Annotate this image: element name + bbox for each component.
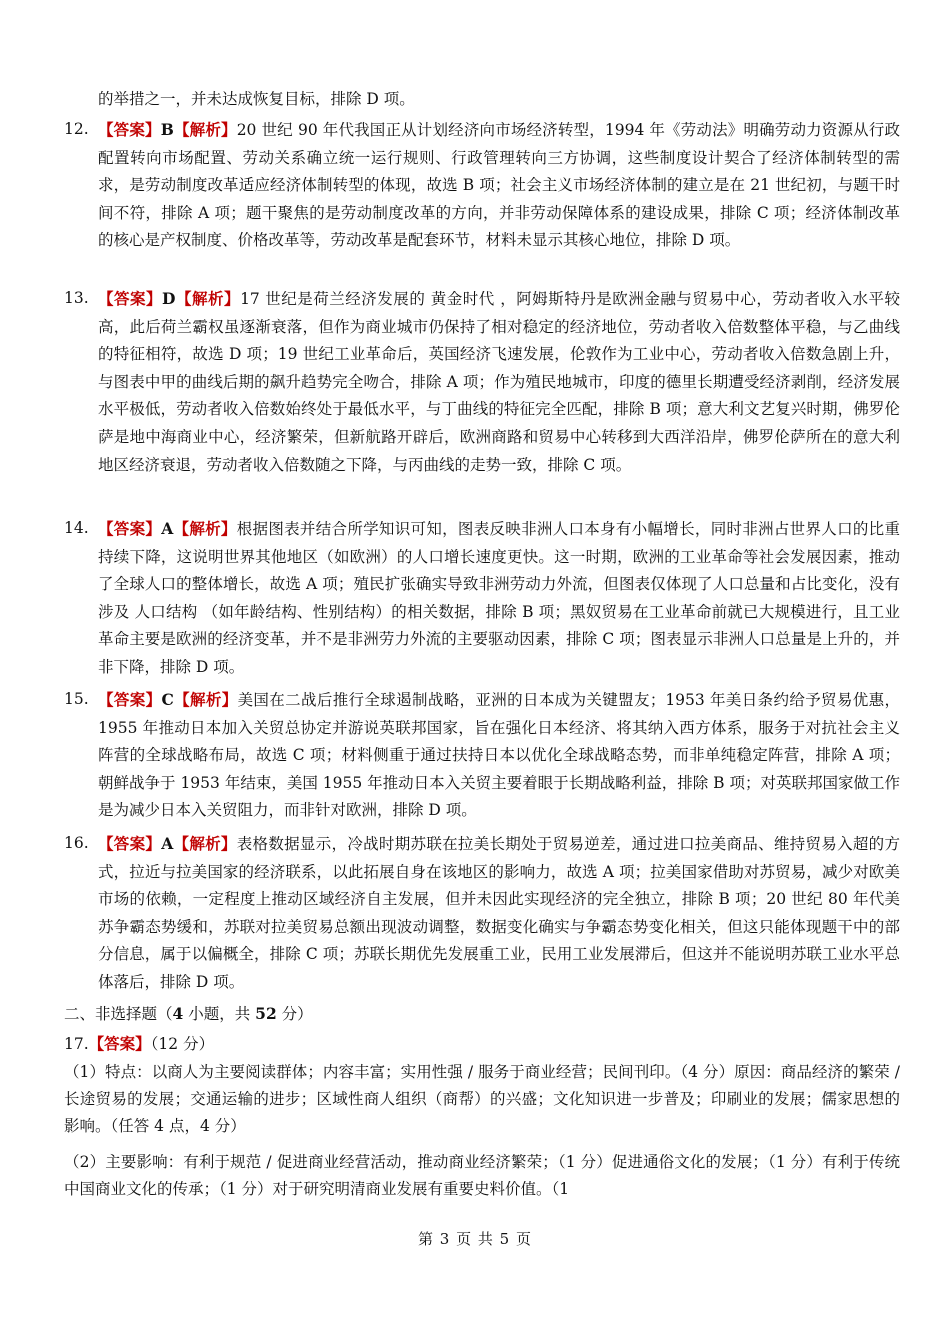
q17-number: 17. [64, 1035, 89, 1053]
analysis-tag: 【解析】 [173, 834, 237, 853]
answer-letter: B [160, 120, 174, 139]
page-number: 第 3 页 共 5 页 [418, 1230, 532, 1248]
answer-tag: 【答案】 [88, 1034, 151, 1053]
analysis-text: 表格数据显示，冷战时期苏联在拉美长期处于贸易逆差，通过进口拉美商品、维持贸易入超的方式，拉近与拉美国家的经济联系，以此拓展自身在该地区的影响力，故选 A 项；拉美国家借助对苏贸易，减少对欧美市场的依赖，一定程度上推动区域经济自主发展，但并未因此实现经济的完全独立，排除 B 项；20 世纪 80 年代美苏争霸态势缓和，苏联对拉美贸易总额出现波动调整，数据变化确实与争霸态势变化相关，但这只能体现题干中的部分信息，属于以偏概全，排除 C 项；苏联长期优先发展重工业，民用工业发展滞后，但这并不能说明苏联工业水平总体落后，排除 D 项。 [98, 835, 900, 991]
section-mid: 小题，共 [183, 1005, 256, 1023]
analysis-text: 17 世纪是荷兰经济发展的 黄金时代 ，阿姆斯特丹是欧洲金融与贸易中心，劳动者收入水平较高，此后荷兰霸权虽逐渐衰落，但作为商业城市仍保持了相对稳定的经济地位，劳动者收入倍数整体平稳，与乙曲线的特征相符，故选 D 项；19 世纪工业革命后，英国经济飞速发展，伦敦作为工业中心，劳动者收入倍数急剧上升，与图表中甲的曲线后期的飙升趋势完全吻合，排除 A 项；作为殖民地城市，印度的德里长期遭受经济剥削，经济发展水平极低，劳动者收入倍数始终处于最低水平，与丁曲线的特征完全匹配，排除 B 项；意大利文艺复兴时期，佛罗伦萨是地中海商业中心，经济繁荣，但新航路开辟后，欧洲商路和贸易中心转移到大西洋沿岸，佛罗伦萨所在的意大利地区经济衰退，劳动者收入倍数随之下降，与丙曲线的走势一致，排除 C 项。 [98, 290, 900, 474]
answer-item-13 [64, 285, 900, 479]
carryover-text: 的举措之一，并未达成恢复目标，排除 D 项。 [98, 90, 415, 108]
item-number: 13. [64, 289, 89, 307]
answer-letter: C [161, 690, 174, 709]
section-heading [64, 1000, 900, 1028]
answer-tag: 【答案】 [98, 289, 163, 308]
q17-part2: （2）主要影响：有利于规范 / 促进商业经营活动，推动商业经济繁荣；（1 分）促进通俗文化的发展；（1 分）有利于传统中国商业文化的传承；（1 分）对于研究明清商业发展有重要史料价值。（1 [64, 1153, 900, 1198]
answer-tag: 【答案】 [98, 690, 162, 709]
section-count: 4 [172, 1004, 184, 1023]
item-number: 16. [64, 834, 89, 852]
section-suffix: 分） [276, 1005, 313, 1023]
item-number: 15. [64, 690, 89, 708]
item-number: 12. [64, 120, 89, 138]
q17-score: （12 分） [150, 1035, 215, 1053]
analysis-tag: 【解析】 [175, 289, 241, 308]
page-footer [0, 1228, 950, 1249]
analysis-tag: 【解析】 [173, 519, 237, 538]
section-score: 52 [255, 1004, 277, 1023]
answer-letter: A [161, 834, 174, 853]
answer-letter: A [161, 519, 174, 538]
item-number: 14. [64, 519, 89, 537]
answer-item-14 [64, 515, 900, 682]
answer-item-12 [64, 116, 900, 255]
answer-tag: 【答案】 [98, 120, 161, 139]
analysis-tag: 【解析】 [173, 690, 238, 709]
analysis-tag: 【解析】 [173, 120, 237, 139]
answer-item-16 [64, 830, 900, 997]
answer-tag: 【答案】 [98, 519, 162, 538]
answer-letter: D [162, 289, 176, 308]
analysis-text: 20 世纪 90 年代我国正从计划经济向市场经济转型，1994 年《劳动法》明确劳动力资源从行政配置转向市场配置、劳动关系确立统一运行规则、行政管理转向三方协调，这些制度设计契合了经济体制转型的需求，是劳动制度改革适应经济体制转型的体现，故选 B 项；社会主义市场经济体制的建立是在 21 世纪初，与题干时间不符，排除 A 项；题干聚焦的是劳动制度改革的方向，并非劳动保障体系的建设成果，排除 C 项；经济体制改革的核心是产权制度、价格改革等，劳动改革是配套环节，材料未显示其核心地位，排除 D 项。 [98, 121, 900, 250]
section-prefix: 二、非选择题（ [64, 1005, 173, 1023]
q17-header [64, 1030, 900, 1058]
answer-item-15 [64, 686, 900, 825]
analysis-text: 美国在二战后推行全球遏制战略，亚洲的日本成为关键盟友；1953 年美日条约给予贸易优惠，1955 年推动日本加入关贸总协定并游说英联邦国家，旨在强化日本经济、将其纳入西方体系，服务于对抗社会主义阵营的全球战略布局，故选 C 项；材料侧重于通过扶持日本以优化全球战略态势，而非单纯稳定阵营，排除 A 项；朝鲜战争于 1953 年结束，美国 1955 年推动日本入关贸主要着眼于长期战略利益，排除 B 项；对英联邦国家做工作是为减少日本入关贸阻力，而非针对欧洲，排除 D 项。 [98, 691, 900, 820]
answer-tag: 【答案】 [98, 834, 162, 853]
q17-part1: （1）特点：以商人为主要阅读群体；内容丰富；实用性强 / 服务于商业经营；民间刊印。（4 分）原因：商品经济的繁荣 / 长途贸易的发展；交通运输的进步；区域性商人组织（商帮）的兴盛；文化知识进一步普及；印刷业的发展；儒家思想的影响。（任答 4 点，4 分） [64, 1063, 900, 1135]
analysis-text: 根据图表并结合所学知识可知，图表反映非洲人口本身有小幅增长，同时非洲占世界人口的比重持续下降，这说明世界其他地区（如欧洲）的人口增长速度更快。这一时期，欧洲的工业革命等社会发展因素，推动了全球人口的整体增长，故选 A 项；殖民扩张确实导致非洲劳动力外流，但图表仅体现了人口总量和占比变化，没有涉及 人口结构 （如年龄结构、性别结构）的相关数据，排除 B 项；黑奴贸易在工业革命前就已大规模进行，且工业革命主要是欧洲的经济变革，并不是非洲劳力外流的主要驱动因素，排除 C 项；图表显示非洲人口总量是上升的，并非下降，排除 D 项。 [98, 520, 900, 676]
